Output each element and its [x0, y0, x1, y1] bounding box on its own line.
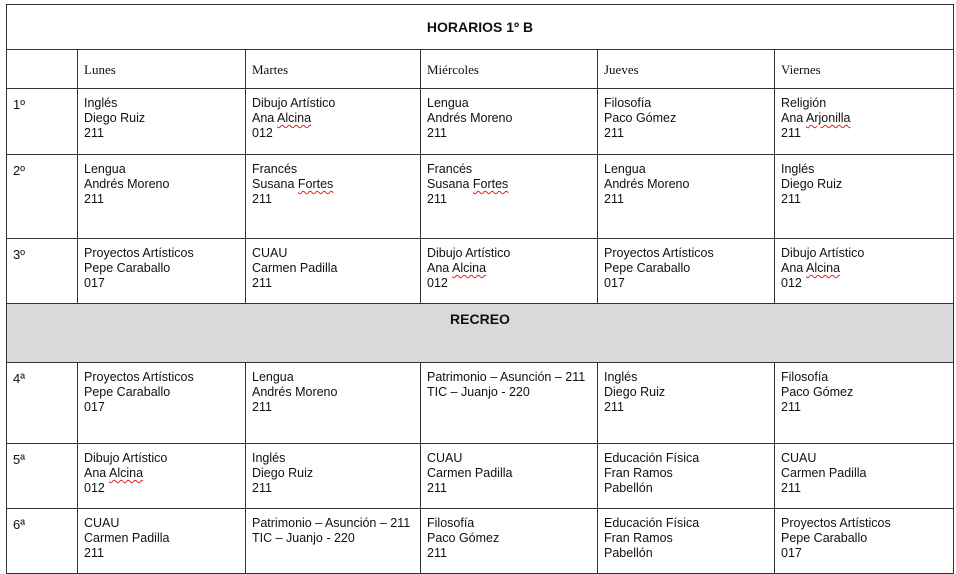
day-header: Miércoles [421, 50, 598, 89]
class-teacher: Ana Alcina [252, 111, 312, 125]
schedule-row [7, 363, 954, 444]
day-header: Lunes [78, 50, 246, 89]
schedule-row [7, 89, 954, 155]
class-subject: Filosofía [781, 370, 829, 384]
class-room: 211 [252, 481, 272, 495]
class-cell [775, 89, 954, 155]
class-room: Pabellón [604, 546, 653, 560]
class-cell [246, 89, 421, 155]
class-subject: Francés [252, 162, 298, 176]
class-subject: CUAU [781, 451, 817, 465]
class-teacher: Diego Ruiz [84, 111, 146, 125]
class-room: 211 [252, 276, 272, 290]
class-room: 211 [252, 400, 272, 414]
class-room: 017 [84, 276, 105, 290]
class-cell [421, 89, 598, 155]
class-subject: CUAU [252, 246, 288, 260]
class-room: 211 [252, 192, 272, 206]
class-teacher: Ana Alcina [84, 466, 144, 480]
class-cell [598, 363, 775, 444]
period-label: 2º [7, 155, 78, 239]
class-teacher: Carmen Padilla [84, 531, 170, 545]
schedule-table [6, 4, 954, 574]
schedule-row [7, 444, 954, 509]
class-room: 211 [604, 400, 624, 414]
class-subject: Proyectos Artísticos [84, 370, 194, 384]
period-label: 4ª [7, 363, 78, 444]
class-room: 211 [781, 481, 801, 495]
class-teacher: Diego Ruiz [252, 466, 314, 480]
class-room: 211 [427, 546, 447, 560]
class-subject: Inglés [84, 96, 118, 110]
class-subject: Lengua [427, 96, 469, 110]
class-subject: Lengua [604, 162, 646, 176]
class-room: 211 [427, 126, 447, 140]
class-cell [78, 155, 246, 239]
class-teacher: TIC – Juanjo - 220 [252, 531, 355, 545]
class-room: 211 [781, 192, 801, 206]
class-subject: Religión [781, 96, 827, 110]
class-cell [421, 509, 598, 574]
class-cell [246, 155, 421, 239]
class-subject: Dibujo Artístico [781, 246, 865, 260]
class-subject: Lengua [84, 162, 126, 176]
spellcheck-word: Fortes [472, 177, 509, 191]
class-teacher: Ana Alcina [427, 261, 487, 275]
period-label: 5ª [7, 444, 78, 509]
class-teacher: Ana Alcina [781, 261, 841, 275]
class-teacher: Susana Fortes [252, 177, 334, 191]
class-subject: Francés [427, 162, 473, 176]
class-teacher: Paco Gómez [427, 531, 500, 545]
class-teacher: Diego Ruiz [604, 385, 666, 399]
class-room: 211 [604, 126, 624, 140]
class-room: 012 [781, 276, 802, 290]
class-room: 211 [427, 192, 447, 206]
spellcheck-word: Alcina [806, 261, 841, 275]
class-cell [598, 509, 775, 574]
class-room: 211 [84, 126, 104, 140]
class-cell [246, 444, 421, 509]
class-cell [78, 444, 246, 509]
class-room: 211 [781, 126, 801, 140]
class-subject: Dibujo Artístico [252, 96, 336, 110]
class-teacher: Andrés Moreno [604, 177, 690, 191]
class-cell [421, 363, 598, 444]
class-teacher: Andrés Moreno [84, 177, 170, 191]
class-teacher: Andrés Moreno [252, 385, 338, 399]
period-label: 1º [7, 89, 78, 155]
class-room: 211 [427, 481, 447, 495]
class-teacher: Pepe Caraballo [84, 261, 171, 275]
day-header: Martes [246, 50, 421, 89]
class-cell [598, 89, 775, 155]
class-room: 211 [84, 192, 104, 206]
class-room: 017 [781, 546, 802, 560]
class-cell [598, 155, 775, 239]
day-header: Jueves [598, 50, 775, 89]
class-teacher: Susana Fortes [427, 177, 509, 191]
schedule-row [7, 509, 954, 574]
class-subject: Patrimonio – Asunción – 211 [427, 370, 586, 384]
class-subject: Lengua [252, 370, 294, 384]
class-teacher: Fran Ramos [604, 466, 673, 480]
class-cell [775, 444, 954, 509]
class-cell [421, 155, 598, 239]
day-header-row [7, 50, 954, 89]
class-subject: Inglés [781, 162, 815, 176]
class-cell [78, 509, 246, 574]
spellcheck-word: Alcina [277, 111, 312, 125]
class-subject: Dibujo Artístico [427, 246, 511, 260]
class-subject: Filosofía [604, 96, 652, 110]
class-subject: Inglés [252, 451, 286, 465]
class-room: 211 [781, 400, 801, 414]
period-header-cell [7, 50, 78, 89]
class-subject: Educación Física [604, 451, 700, 465]
class-room: 012 [84, 481, 105, 495]
class-cell [246, 239, 421, 304]
class-cell [775, 509, 954, 574]
class-teacher: Diego Ruiz [781, 177, 843, 191]
class-teacher: Fran Ramos [604, 531, 673, 545]
class-room: 017 [604, 276, 625, 290]
class-room: 017 [84, 400, 105, 414]
class-cell [78, 363, 246, 444]
class-subject: Dibujo Artístico [84, 451, 168, 465]
class-cell [421, 444, 598, 509]
class-room: Pabellón [604, 481, 653, 495]
class-subject: Educación Física [604, 516, 700, 530]
class-teacher: Andrés Moreno [427, 111, 513, 125]
class-cell [421, 239, 598, 304]
class-subject: CUAU [84, 516, 120, 530]
class-cell [598, 239, 775, 304]
class-teacher: Ana Arjonilla [781, 111, 851, 125]
recreo-label: RECREO [7, 304, 954, 363]
class-cell [775, 155, 954, 239]
period-label: 3º [7, 239, 78, 304]
spellcheck-word: Arjonilla [806, 111, 851, 125]
class-cell [598, 444, 775, 509]
class-subject: Inglés [604, 370, 638, 384]
period-label: 6ª [7, 509, 78, 574]
class-cell [246, 509, 421, 574]
class-room: 211 [604, 192, 624, 206]
class-teacher: Carmen Padilla [252, 261, 338, 275]
schedule-row [7, 239, 954, 304]
class-room: 211 [84, 546, 104, 560]
class-teacher: Carmen Padilla [781, 466, 867, 480]
class-cell [78, 89, 246, 155]
class-subject: Patrimonio – Asunción – 211 [252, 516, 411, 530]
class-cell [775, 363, 954, 444]
table-title: HORARIOS 1º B [7, 5, 954, 50]
class-cell [78, 239, 246, 304]
class-cell [246, 363, 421, 444]
class-teacher: Carmen Padilla [427, 466, 513, 480]
class-subject: Filosofía [427, 516, 475, 530]
class-subject: Proyectos Artísticos [604, 246, 714, 260]
day-header: Viernes [775, 50, 954, 89]
class-room: 012 [427, 276, 448, 290]
recreo-row [7, 304, 954, 363]
class-room: 012 [252, 126, 273, 140]
class-teacher: Pepe Caraballo [781, 531, 868, 545]
spellcheck-word: Alcina [109, 466, 144, 480]
class-teacher: Pepe Caraballo [604, 261, 691, 275]
class-cell [775, 239, 954, 304]
class-subject: CUAU [427, 451, 463, 465]
class-teacher: TIC – Juanjo - 220 [427, 385, 530, 399]
spellcheck-word: Alcina [452, 261, 487, 275]
class-subject: Proyectos Artísticos [84, 246, 194, 260]
class-teacher: Paco Gómez [781, 385, 854, 399]
spellcheck-word: Fortes [297, 177, 334, 191]
class-teacher: Pepe Caraballo [84, 385, 171, 399]
class-subject: Proyectos Artísticos [781, 516, 891, 530]
class-teacher: Paco Gómez [604, 111, 677, 125]
schedule-row [7, 155, 954, 239]
